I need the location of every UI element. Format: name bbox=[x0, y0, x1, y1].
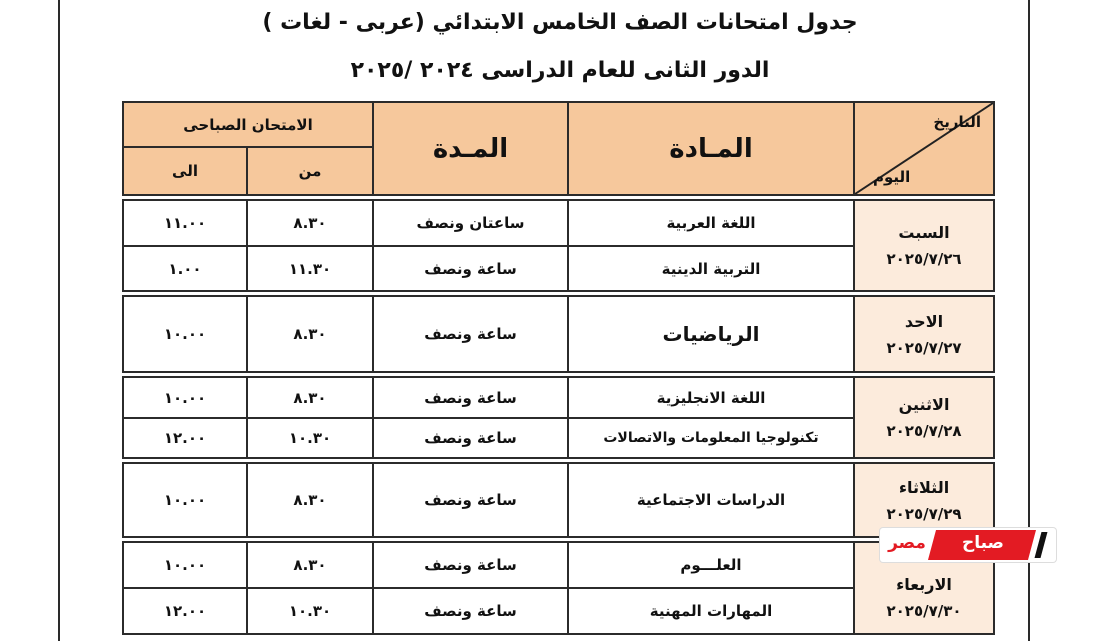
subject-cell: التربية الدينية bbox=[567, 245, 855, 292]
from-time-cell: ٨.٣٠ bbox=[246, 295, 374, 373]
header-date-day-cell bbox=[853, 101, 995, 196]
duration-cell: ساعة ونصف bbox=[372, 376, 569, 419]
day-name: الثلاثاء bbox=[898, 477, 950, 497]
duration-cell: ساعة ونصف bbox=[372, 587, 569, 635]
logo-brand-white: صباح bbox=[961, 533, 1004, 553]
header-morning-exam: الامتحان الصباحى bbox=[122, 101, 374, 148]
header-to: الى bbox=[122, 146, 248, 196]
subject-cell: الرياضيات bbox=[567, 295, 855, 373]
subject-cell: تكنولوجيا المعلومات والاتصالات bbox=[567, 417, 855, 459]
day-cell-sunday bbox=[853, 295, 995, 373]
from-time-cell: ١٠.٣٠ bbox=[246, 587, 374, 635]
header-duration: المـدة bbox=[372, 101, 569, 196]
duration-cell: ساعتان ونصف bbox=[372, 199, 569, 247]
to-time-cell: ١١.٠٠ bbox=[122, 199, 248, 247]
logo-brand-red: مصر bbox=[888, 533, 926, 553]
document-subtitle: الدور الثانى للعام الدراسى ٢٠٢٤ /٢٠٢٥ bbox=[350, 58, 770, 83]
sabah-masr-logo bbox=[880, 528, 1056, 562]
day-name: الاثنين bbox=[898, 395, 950, 414]
day-date: ٢٠٢٥/٧/٢٨ bbox=[886, 422, 962, 440]
to-time-cell: ١٠.٠٠ bbox=[122, 295, 248, 373]
duration-cell: ساعة ونصف bbox=[372, 541, 569, 589]
subject-cell: المهارات المهنية bbox=[567, 587, 855, 635]
day-name: السبت bbox=[898, 223, 950, 242]
to-time-cell: ١٠.٠٠ bbox=[122, 462, 248, 538]
scan-edge-left bbox=[58, 0, 60, 641]
header-from: من bbox=[246, 146, 374, 196]
to-time-cell: ١٢.٠٠ bbox=[122, 587, 248, 635]
duration-cell: ساعة ونصف bbox=[372, 295, 569, 373]
day-date: ٢٠٢٥/٧/٢٩ bbox=[886, 504, 962, 523]
subject-cell: اللغة الانجليزية bbox=[567, 376, 855, 419]
day-date: ٢٠٢٥/٧/٣٠ bbox=[886, 601, 962, 620]
to-time-cell: ١.٠٠ bbox=[122, 245, 248, 292]
header-subject: المـادة bbox=[567, 101, 855, 196]
day-cell-tuesday bbox=[853, 462, 995, 538]
duration-cell: ساعة ونصف bbox=[372, 462, 569, 538]
document-title: جدول امتحانات الصف الخامس الابتدائي (عربى - لغات ) bbox=[262, 10, 858, 35]
from-time-cell: ٨.٣٠ bbox=[246, 541, 374, 589]
duration-cell: ساعة ونصف bbox=[372, 417, 569, 459]
from-time-cell: ٨.٣٠ bbox=[246, 376, 374, 419]
header-date-label: التاريخ bbox=[933, 113, 981, 131]
from-time-cell: ٨.٣٠ bbox=[246, 199, 374, 247]
logo-accent-bar bbox=[1035, 532, 1048, 558]
day-name: الاربعاء bbox=[896, 574, 952, 594]
day-date: ٢٠٢٥/٧/٢٦ bbox=[886, 250, 962, 268]
day-date: ٢٠٢٥/٧/٢٧ bbox=[886, 338, 962, 357]
from-time-cell: ٨.٣٠ bbox=[246, 462, 374, 538]
day-cell-monday bbox=[853, 376, 995, 459]
day-name: الاحد bbox=[904, 311, 944, 331]
to-time-cell: ١٢.٠٠ bbox=[122, 417, 248, 459]
header-day-label: اليوم bbox=[873, 168, 911, 186]
day-cell-saturday bbox=[853, 199, 995, 292]
from-time-cell: ١٠.٣٠ bbox=[246, 417, 374, 459]
duration-cell: ساعة ونصف bbox=[372, 245, 569, 292]
subject-cell: اللغة العربية bbox=[567, 199, 855, 247]
subject-cell: الدراسات الاجتماعية bbox=[567, 462, 855, 538]
to-time-cell: ١٠.٠٠ bbox=[122, 541, 248, 589]
from-time-cell: ١١.٣٠ bbox=[246, 245, 374, 292]
to-time-cell: ١٠.٠٠ bbox=[122, 376, 248, 419]
subject-cell: العلـــوم bbox=[567, 541, 855, 589]
